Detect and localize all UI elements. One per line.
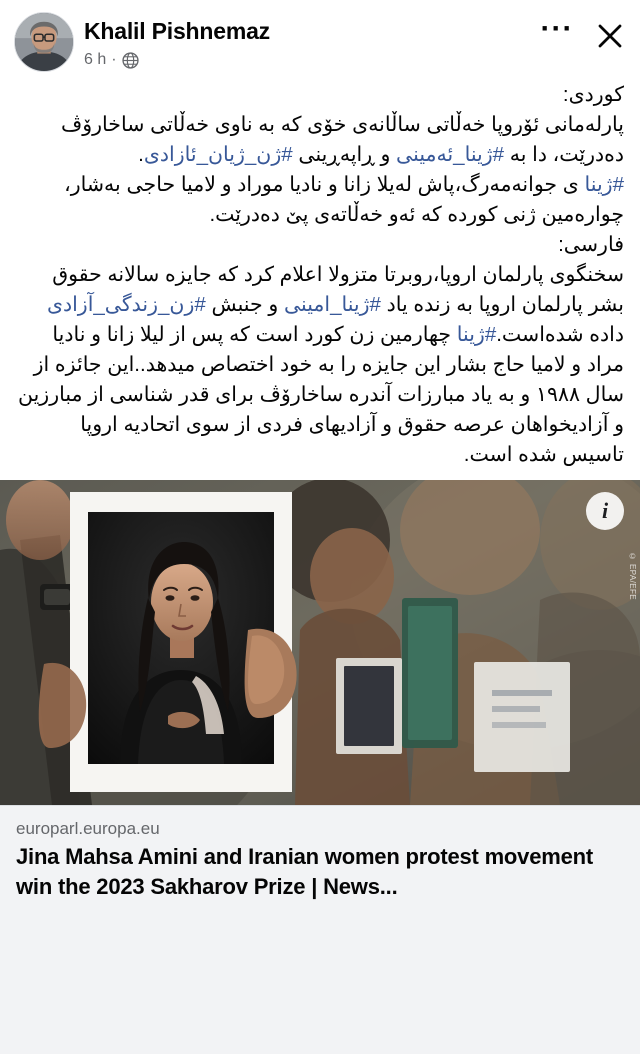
link-preview-card[interactable] — [0, 805, 640, 1054]
meta-separator: · — [111, 51, 117, 68]
post-header-actions — [542, 12, 626, 52]
close-icon[interactable] — [594, 20, 626, 52]
post-text-segment: ی جوانەمەرگ،پاش لەیلا زانا و نادیا موراد و لامیا حاجی بەشار، چوارەمین ژنی کوردە کە ئەو خەڵاتەی پێ دەدرێت. — [64, 173, 624, 226]
post-text-segment: و جنبش — [205, 293, 284, 316]
post-text-segment: پارلەمانی ئۆروپا خەڵاتی ساڵانەی خۆی کە بە ناوی خەڵاتی ساخارۆڤ دەدرێت، دا بە — [60, 113, 624, 166]
globe-icon[interactable] — [122, 52, 139, 69]
post-text-segment: . — [138, 143, 144, 166]
hashtag-link[interactable]: #ژینا_امینی — [283, 293, 381, 316]
post-header — [0, 0, 640, 78]
post-text-line — [16, 80, 624, 110]
ellipsis-icon[interactable]: ··· — [540, 12, 574, 45]
post-text-line — [16, 110, 624, 170]
post-timestamp[interactable]: 6 h — [84, 51, 107, 68]
post-author-block — [84, 12, 532, 69]
hashtag-link[interactable]: #ژینا — [456, 323, 497, 346]
post-text-farsi-label: فارسی: — [558, 233, 624, 256]
link-preview-title[interactable]: Jina Mahsa Amini and Iranian women protest movement win the 2023 Sakharov Prize | News... — [16, 844, 594, 899]
avatar[interactable] — [14, 12, 74, 72]
post-meta — [84, 51, 532, 69]
post-text-segment: و ڕاپەڕینی — [292, 143, 397, 166]
post-photo[interactable] — [0, 480, 640, 805]
hashtag-link[interactable]: #ژینا — [584, 173, 624, 196]
photo-credit: © EPA/EFE — [628, 552, 637, 601]
post-text — [0, 78, 640, 480]
image-info-icon[interactable]: i — [586, 492, 624, 530]
hashtag-link[interactable]: #زن_زندگی_آزادی — [46, 293, 206, 316]
author-name[interactable]: Khalil Pishnemaz — [84, 18, 270, 44]
post-text-segment: چهارمین زن کورد است که پس از لیلا زانا و نادیا مراد و لامیا حاج بشار این جایزه را به خود اختصاص میدهد..این جائزه از سال ۱۹۸۸ و به یاد مبارزات آندره ساخارۆڤ برای قدر شناسی از مبارزین و آزادیخواهان عرصه حقوق و آزادیهای فردی از سوی اتحادیه اروپا تاسیس شده است. — [18, 323, 624, 466]
post-text-segment: داده شده‌است. — [496, 323, 624, 346]
post-text-line — [16, 260, 624, 470]
hashtag-link[interactable]: #ژینا_ئەمینی — [396, 143, 505, 166]
post-text-kurdish-label: کوردی: — [562, 83, 624, 106]
link-preview-domain: europarl.europa.eu — [16, 819, 160, 838]
post-text-line — [16, 230, 624, 260]
post-text-segment: سخنگوی پارلمان اروپا،روبرتا متزولا اعلام کرد که جایزه سالانه حقوق بشر پارلمان اروپا به زنده یاد — [52, 263, 624, 316]
hashtag-link[interactable]: #ژن_ژیان_ئازادی — [143, 143, 293, 166]
post-text-line — [16, 170, 624, 230]
